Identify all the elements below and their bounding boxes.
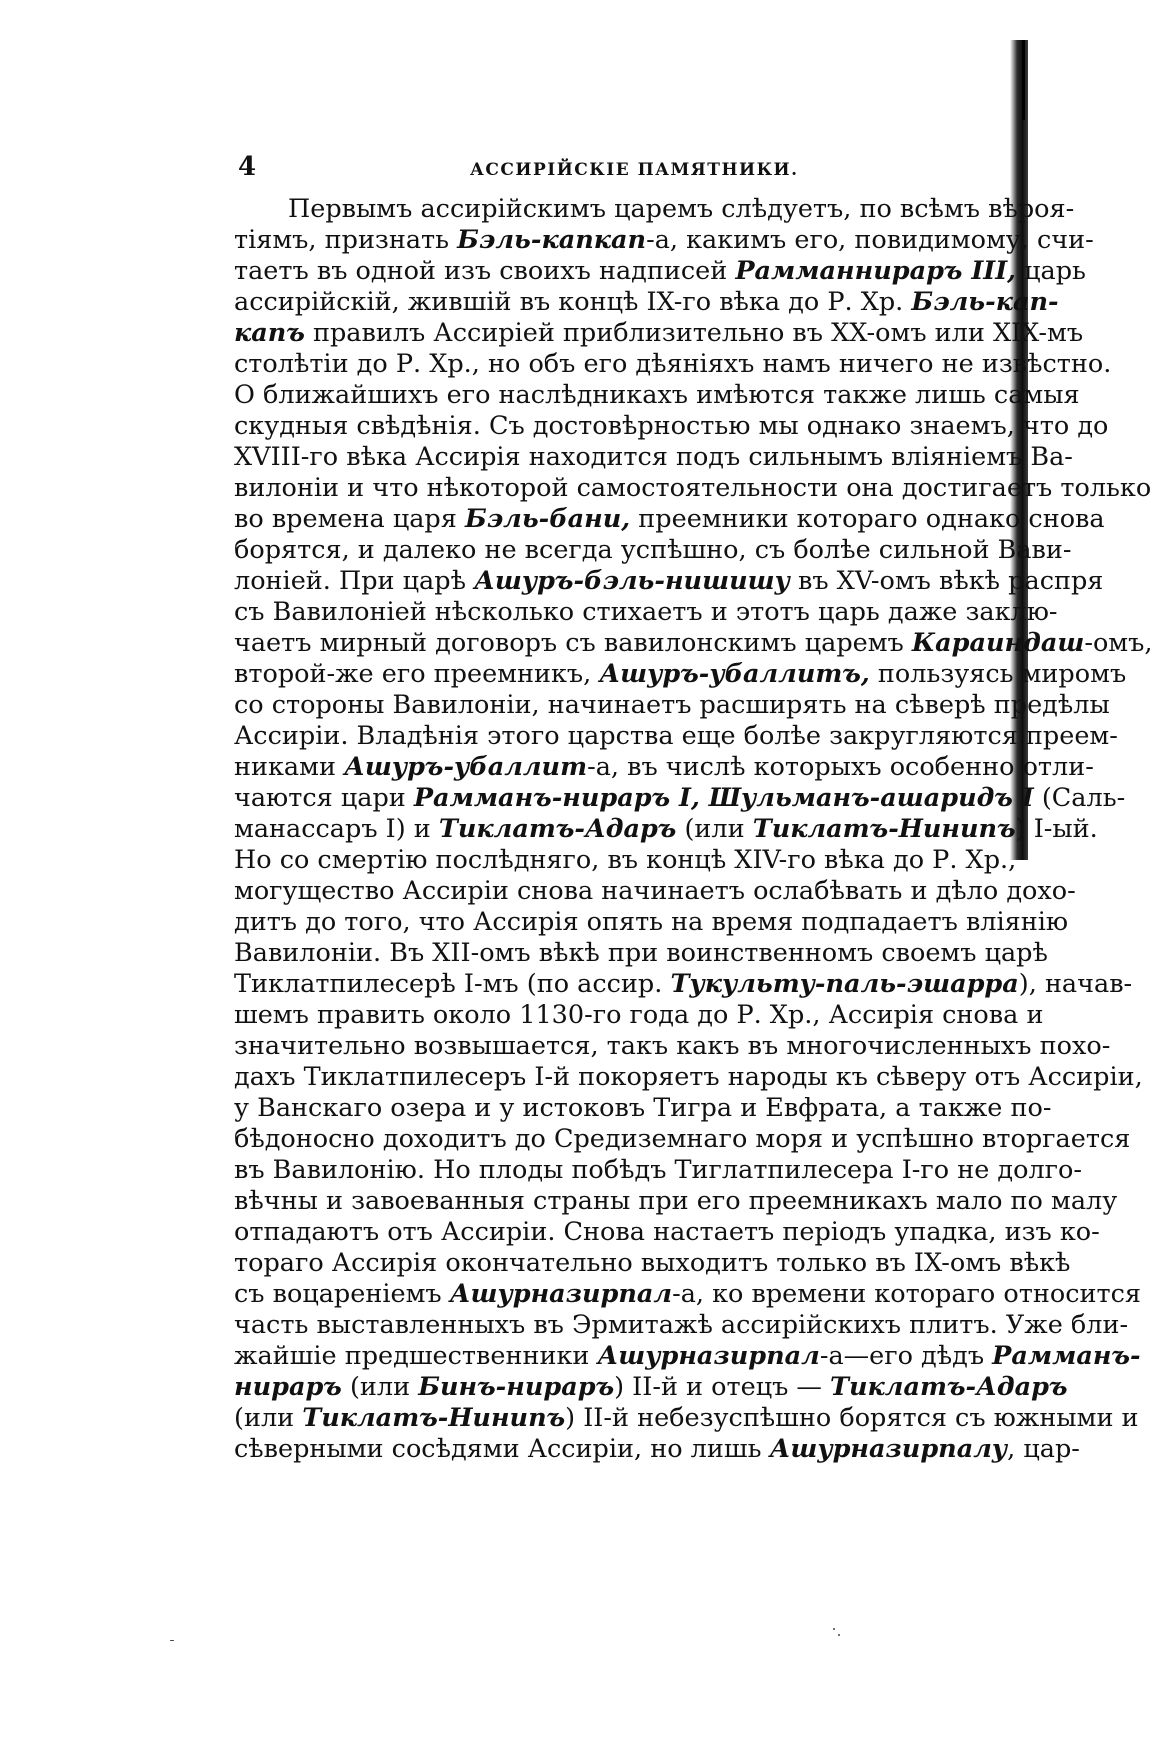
royal-name: Рамманъ-нираръ I, Шульманъ-ашаридъ I [413,783,1034,813]
text-segment: правилъ Ассиріей приблизительно въ XX-омъ или XIX-мъ [304,318,1084,348]
text-segment: Тиклатпилесерѣ I-мъ (по ассир. [234,969,671,999]
text-segment: -а, въ числѣ которыхъ особенно отли- [587,752,1094,782]
text-segment: пользуясь миромъ [869,659,1127,689]
text-segment: (или [234,1403,303,1433]
text-segment: -а, ко времени котораго относится [672,1279,1141,1309]
royal-name: Караиндаш [911,628,1085,658]
text-segment: тораго Ассирія окончательно выходитъ только въ IX-омъ вѣкѣ [234,1248,1071,1278]
text-segment: , цар- [1007,1434,1080,1464]
text-line [234,876,1076,907]
text-line [234,349,1112,380]
text-line [234,442,1073,473]
text-segment: въ Вавилонію. Но плоды побѣдъ Тиглатпилесера I-го не долго- [234,1155,1082,1185]
royal-name: Бэль-капкап [457,225,647,255]
text-line [234,597,1058,628]
scan-edge-line [1022,40,1025,120]
text-line [234,659,1127,690]
text-segment: часть выставленныхъ въ Эрмитажѣ ассирійскихъ плитъ. Уже бли- [234,1310,1129,1340]
text-segment: у Ванскаго озера и у истоковъ Тигра и Евфрата, а также по- [234,1093,1052,1123]
scan-speck [833,1628,835,1630]
text-segment: (Саль- [1033,783,1126,813]
text-line [234,1403,1139,1434]
text-segment: второй-же его преемникъ, [234,659,600,689]
text-line [234,783,1126,814]
text-segment: Но со смертію послѣдняго, въ концѣ XIV-го вѣка до Р. Хр., [234,845,1017,875]
royal-name: Тиклатъ-Нинипъ [302,1403,566,1433]
text-line [234,566,1104,597]
text-segment: Ассиріи. Владѣнія этого царства еще болѣе закругляются преем- [234,721,1118,751]
text-segment: ассирійскій, жившій въ концѣ IX-го вѣка до Р. Хр. [234,287,912,317]
text-segment: столѣтіи до Р. Хр., но объ его дѣяніяхъ намъ ничего не извѣстно. [234,349,1112,379]
text-line [234,1000,1044,1031]
royal-name: Ашуръ-бэль-нишишу [474,566,790,596]
text-segment: бѣдоносно доходитъ до Средиземнаго моря и успѣшно вторгается [234,1124,1131,1154]
text-segment: ) II-й небезуспѣшно борятся съ южными и [565,1403,1139,1433]
text-line [234,225,1094,256]
text-segment: никами [234,752,345,782]
royal-name: Тиклатъ-Адаръ [438,814,677,844]
text-segment: во времена царя [234,504,465,534]
text-segment: -а—его дѣдъ [819,1341,993,1371]
text-line [234,318,1084,349]
royal-name: Бинъ-нираръ [418,1372,615,1402]
text-segment: могущество Ассиріи снова начинаетъ ослабѣвать и дѣло дохо- [234,876,1076,906]
text-segment: сѣверными сосѣдями Ассиріи, но лишь [234,1434,770,1464]
text-segment: царь [1016,256,1086,286]
royal-name: Ашуръ-убаллит [344,752,588,782]
scan-speck [170,1640,174,1641]
text-segment: XVIII-го вѣка Ассирія находится подъ сильнымъ вліяніемъ Ва- [234,442,1073,472]
text-segment: съ воцареніемъ [234,1279,450,1309]
text-line [234,1372,1068,1403]
text-segment: скудныя свѣдѣнія. Съ достовѣрностью мы однако знаемъ, что до [234,411,1109,441]
text-line [234,1124,1131,1155]
text-line [234,194,1075,225]
body-text [234,194,1152,1465]
royal-name: Тиклатъ-Адаръ [830,1372,1068,1402]
royal-name: Тиклатъ-Нинипъ [752,814,1016,844]
text-line [234,411,1109,442]
text-segment: ) II-й и отецъ — [614,1372,831,1402]
text-segment: дитъ до того, что Ассирія опять на время подпадаетъ вліянію [234,907,1069,937]
text-line [234,721,1118,752]
scan-speck [838,1634,840,1636]
text-segment: ), начав- [1018,969,1133,999]
text-segment: чаетъ мирный договоръ съ вавилонскимъ царемъ [234,628,912,658]
text-line [234,473,1152,504]
text-segment: (или [676,814,753,844]
text-line [234,380,1080,411]
text-line [234,1341,1141,1372]
text-segment: со стороны Вавилоніи, начинаетъ расширять на сѣверѣ предѣлы [234,690,1110,720]
text-segment: дахъ Тиклатпилесеръ I-й покоряетъ народы къ сѣверу отъ Ассиріи, [234,1062,1143,1092]
text-line [234,256,1086,287]
text-line [234,535,1072,566]
text-segment: жайшіе предшественники [234,1341,598,1371]
text-segment: -а, какимъ его, повидимому, счи- [646,225,1094,255]
royal-name: Ашурназирпал [449,1279,673,1309]
text-line [234,969,1133,1000]
text-line [234,907,1069,938]
text-line [234,504,1105,535]
text-segment: -омъ, [1084,628,1152,658]
text-segment: съ Вавилоніей нѣсколько стихаетъ и этотъ царь даже заклю- [234,597,1058,627]
text-line [234,1434,1080,1465]
text-segment: чаются цари [234,783,414,813]
running-head: АССИРІЙСКІЕ ПАМЯТНИКИ. [470,160,799,180]
text-line [234,1279,1141,1310]
text-segment: таетъ въ одной изъ своихъ надписей [234,256,736,286]
royal-name: нираръ [234,1372,342,1402]
text-line [234,1217,1100,1248]
royal-name: Ашурназирпал [597,1341,820,1371]
page-number: 4 [238,152,257,182]
text-segment: вѣчны и завоеванныя страны при его преемникахъ мало по малу [234,1186,1118,1216]
text-segment: значительно возвышается, такъ какъ въ многочисленныхъ похо- [234,1031,1111,1061]
text-segment: преемники котораго однако снова [630,504,1105,534]
text-line [234,814,1098,845]
royal-name: Бэль-кап- [911,287,1059,317]
text-line [234,287,1059,318]
text-segment: Первымъ ассирійскимъ царемъ слѣдуетъ, по всѣмъ вѣроя- [288,194,1075,224]
text-segment: лоніей. При царѣ [234,566,475,596]
text-segment: ) I-ый. [1015,814,1098,844]
text-segment: манассаръ I) и [234,814,439,844]
text-segment: отпадаютъ отъ Ассиріи. Снова настаетъ періодъ упадка, изъ ко- [234,1217,1100,1247]
text-segment: (или [341,1372,419,1402]
text-line [234,1310,1129,1341]
text-line [234,690,1110,721]
royal-name: Ашуръ-убаллитъ, [599,659,870,689]
text-segment: борятся, и далеко не всегда успѣшно, съ болѣе сильной Вави- [234,535,1072,565]
royal-name: Бэль-бани, [464,504,631,534]
text-line [234,1248,1071,1279]
text-line [234,752,1094,783]
royal-name: Ашурназирпалу [769,1434,1008,1464]
text-segment: тіямъ, признать [234,225,458,255]
text-segment: въ XV-омъ вѣкѣ распря [789,566,1104,596]
royal-name: Рамманъ- [992,1341,1141,1371]
text-line [234,1062,1143,1093]
text-line [234,1093,1052,1124]
royal-name: Рамманнираръ III, [735,256,1017,286]
text-line [234,628,1152,659]
royal-name: Тукульту-паль-эшарра [670,969,1019,999]
text-line [234,1031,1111,1062]
text-line [234,938,1048,969]
text-segment: Вавилоніи. Въ XII-омъ вѣкѣ при воинственномъ своемъ царѣ [234,938,1048,968]
royal-name: капъ [234,318,305,348]
text-segment: вилоніи и что нѣкоторой самостоятельности она достигаетъ только [234,473,1152,503]
text-line [234,1186,1118,1217]
text-line [234,1155,1082,1186]
text-segment: О ближайшихъ его наслѣдникахъ имѣются также лишь самыя [234,380,1080,410]
text-line [234,845,1017,876]
text-segment: шемъ править около 1130-го года до Р. Хр., Ассирія снова и [234,1000,1044,1030]
